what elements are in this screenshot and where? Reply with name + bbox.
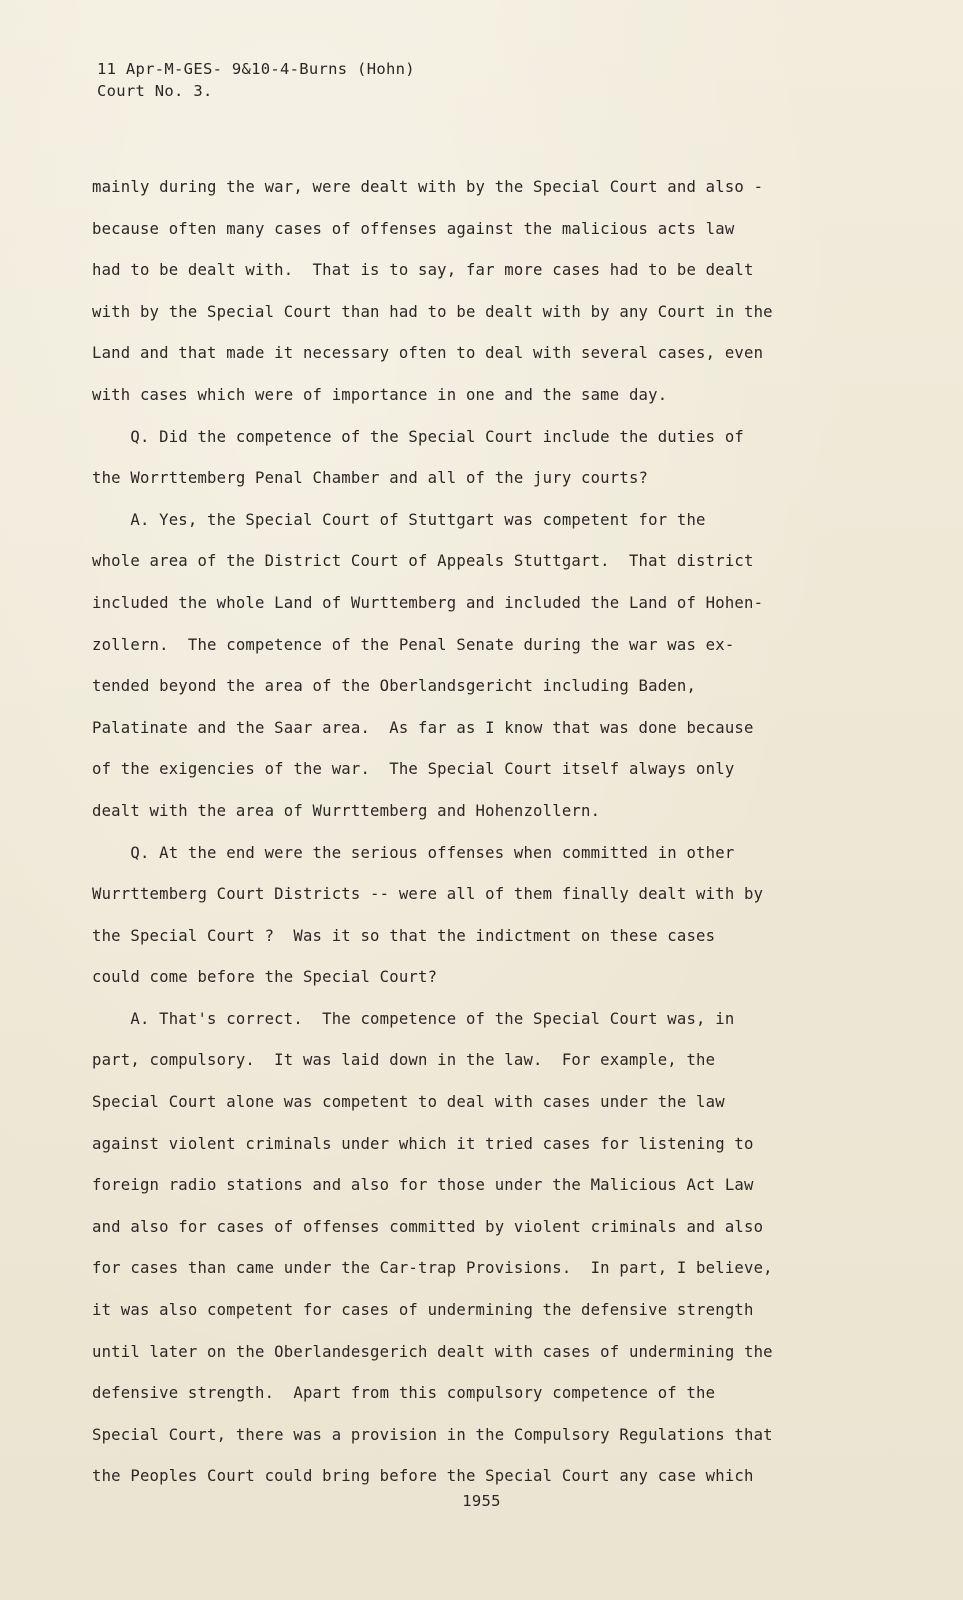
transcript-line: and also for cases of offenses committed by violent criminals and also — [92, 1217, 764, 1236]
transcript-line: Q. At the end were the serious offenses when committed in other — [92, 843, 735, 862]
transcript-line: it was also competent for cases of undermining the defensive strength — [92, 1301, 754, 1320]
transcript-line: Special Court, there was a provision in the Compulsory Regulations that — [92, 1425, 773, 1444]
transcript-line: defensive strength. Apart from this compulsory competence of the — [92, 1384, 716, 1403]
transcript-line: of the exigencies of the war. The Special Court itself always only — [92, 760, 735, 779]
transcript-line: included the whole Land of Wurttemberg and included the Land of Hohen- — [92, 593, 764, 612]
transcript-line: zollern. The competence of the Penal Senate during the war was ex- — [92, 635, 735, 654]
transcript-body — [92, 167, 922, 1498]
transcript-line: the Peoples Court could bring before the Special Court any case which — [92, 1467, 754, 1486]
transcript-line: had to be dealt with. That is to say, far more cases had to be dealt — [92, 261, 754, 280]
transcript-line: with cases which were of importance in one and the same day. — [92, 385, 668, 404]
transcript-line: A. That's correct. The competence of the Special Court was, in — [92, 1009, 735, 1028]
transcript-line: part, compulsory. It was laid down in the law. For example, the — [92, 1051, 716, 1070]
transcript-line: the Special Court ? Was it so that the indictment on these cases — [92, 926, 716, 945]
transcript-line: against violent criminals under which it tried cases for listening to — [92, 1134, 754, 1153]
document-header — [97, 58, 415, 102]
transcript-line: because often many cases of offenses against the malicious acts law — [92, 219, 735, 238]
transcript-line: for cases than came under the Car-trap Provisions. In part, I believe, — [92, 1259, 773, 1278]
transcript-line: Wurrttemberg Court Districts -- were all of them finally dealt with by — [92, 885, 764, 904]
header-court-line: Court No. 3. — [97, 82, 213, 100]
transcript-line: mainly during the war, were dealt with by the Special Court and also - — [92, 178, 764, 196]
transcript-line: Q. Did the competence of the Special Court include the duties of — [92, 427, 744, 446]
transcript-line: until later on the Oberlandesgerich dealt with cases of undermining the — [92, 1342, 773, 1361]
transcript-line: tended beyond the area of the Oberlandsgericht including Baden, — [92, 677, 697, 696]
transcript-line: dealt with the area of Wurrttemberg and Hohenzollern. — [92, 801, 601, 820]
transcript-line: whole area of the District Court of Appeals Stuttgart. That district — [92, 552, 754, 571]
transcript-line: A. Yes, the Special Court of Stuttgart was competent for the — [92, 510, 706, 529]
transcript-line: Palatinate and the Saar area. As far as I know that was done because — [92, 718, 754, 737]
transcript-line: the Worrttemberg Penal Chamber and all of the jury courts? — [92, 469, 649, 488]
transcript-line: could come before the Special Court? — [92, 968, 438, 987]
transcript-line: foreign radio stations and also for those under the Malicious Act Law — [92, 1176, 754, 1195]
page-number: 1955 — [462, 1492, 501, 1510]
transcript-line: Land and that made it necessary often to deal with several cases, even — [92, 344, 764, 363]
transcript-line: with by the Special Court than had to be dealt with by any Court in the — [92, 302, 773, 321]
header-reference-line: 11 Apr-M-GES- 9&10-4-Burns (Hohn) — [97, 60, 415, 78]
transcript-line: Special Court alone was competent to deal with cases under the law — [92, 1093, 725, 1112]
